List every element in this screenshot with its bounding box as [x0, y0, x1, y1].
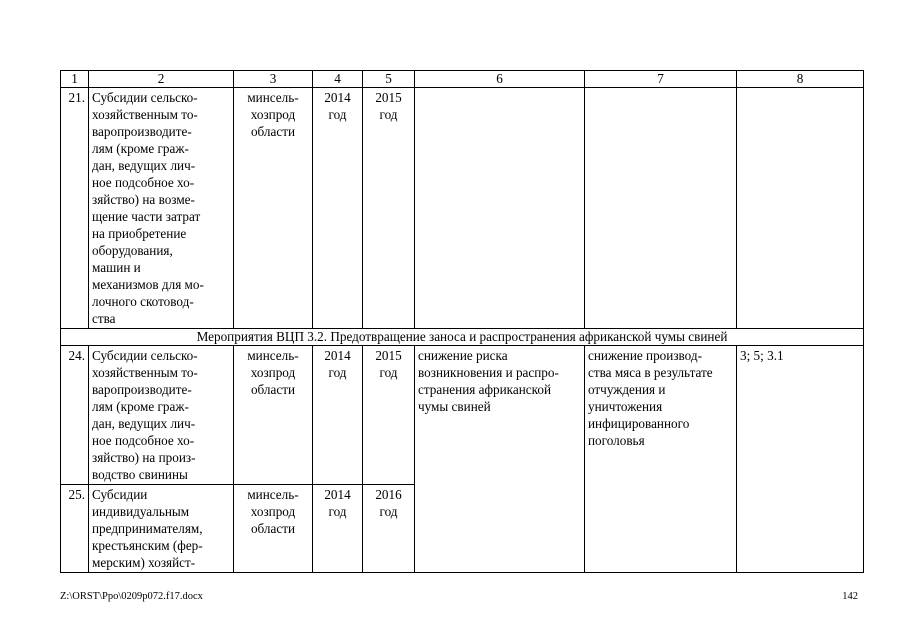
header-cell: 8 [737, 71, 864, 88]
consequence [585, 88, 737, 329]
start-year: 2014 год [313, 346, 363, 485]
header-row [61, 71, 864, 88]
footer-file-path: Z:\ORST\Ppo\0209p072.f17.docx [60, 591, 203, 602]
header-cell: 7 [585, 71, 737, 88]
page-number: 142 [842, 591, 858, 602]
header-cell: 2 [89, 71, 234, 88]
header-cell: 1 [61, 71, 89, 88]
header-cell: 4 [313, 71, 363, 88]
expected-result: снижение риска возникновения и распро- странения африканской чумы свиней [415, 346, 585, 573]
indicator-link [737, 88, 864, 329]
end-year: 2015 год [363, 88, 415, 329]
consequence: снижение производ- ства мяса в результате отчуждения и уничтожения инфицированного поголовья [585, 346, 737, 573]
executor: минсель- хозпрод области [234, 88, 313, 329]
executor: минсель- хозпрод области [234, 485, 313, 573]
measure-name: Субсидии индивидуальным предпринимателям, крестьянским (фер- мерским) хозяйст- [89, 485, 234, 573]
measures-table [60, 70, 864, 573]
end-year: 2016 год [363, 485, 415, 573]
end-year: 2015 год [363, 346, 415, 485]
header-cell: 3 [234, 71, 313, 88]
section-title: Мероприятия ВЦП 3.2. Предотвращение заноса и распространения африканской чумы свиней [61, 329, 864, 346]
indicator-link: 3; 5; 3.1 [737, 346, 864, 573]
expected-result [415, 88, 585, 329]
start-year: 2014 год [313, 88, 363, 329]
table-row [61, 88, 864, 329]
start-year: 2014 год [313, 485, 363, 573]
measure-name: Субсидии сельско- хозяйственным то- варопроизводите- лям (кроме граж- дан, ведущих лич- ное подсобное хо- зяйство) на произ- водство свинины [89, 346, 234, 485]
row-number: 24. [61, 346, 89, 485]
executor: минсель- хозпрод области [234, 346, 313, 485]
measure-name: Субсидии сельско- хозяйственным то- варопроизводите- лям (кроме граж- дан, ведущих лич- ное подсобное хо- зяйство) на возме- щение части затрат на приобретение оборудования, машин и механизмов для мо- лочного скотовод- ства [89, 88, 234, 329]
table-row [61, 346, 864, 485]
section-row [61, 329, 864, 346]
row-number: 25. [61, 485, 89, 573]
header-cell: 6 [415, 71, 585, 88]
row-number: 21. [61, 88, 89, 329]
header-cell: 5 [363, 71, 415, 88]
